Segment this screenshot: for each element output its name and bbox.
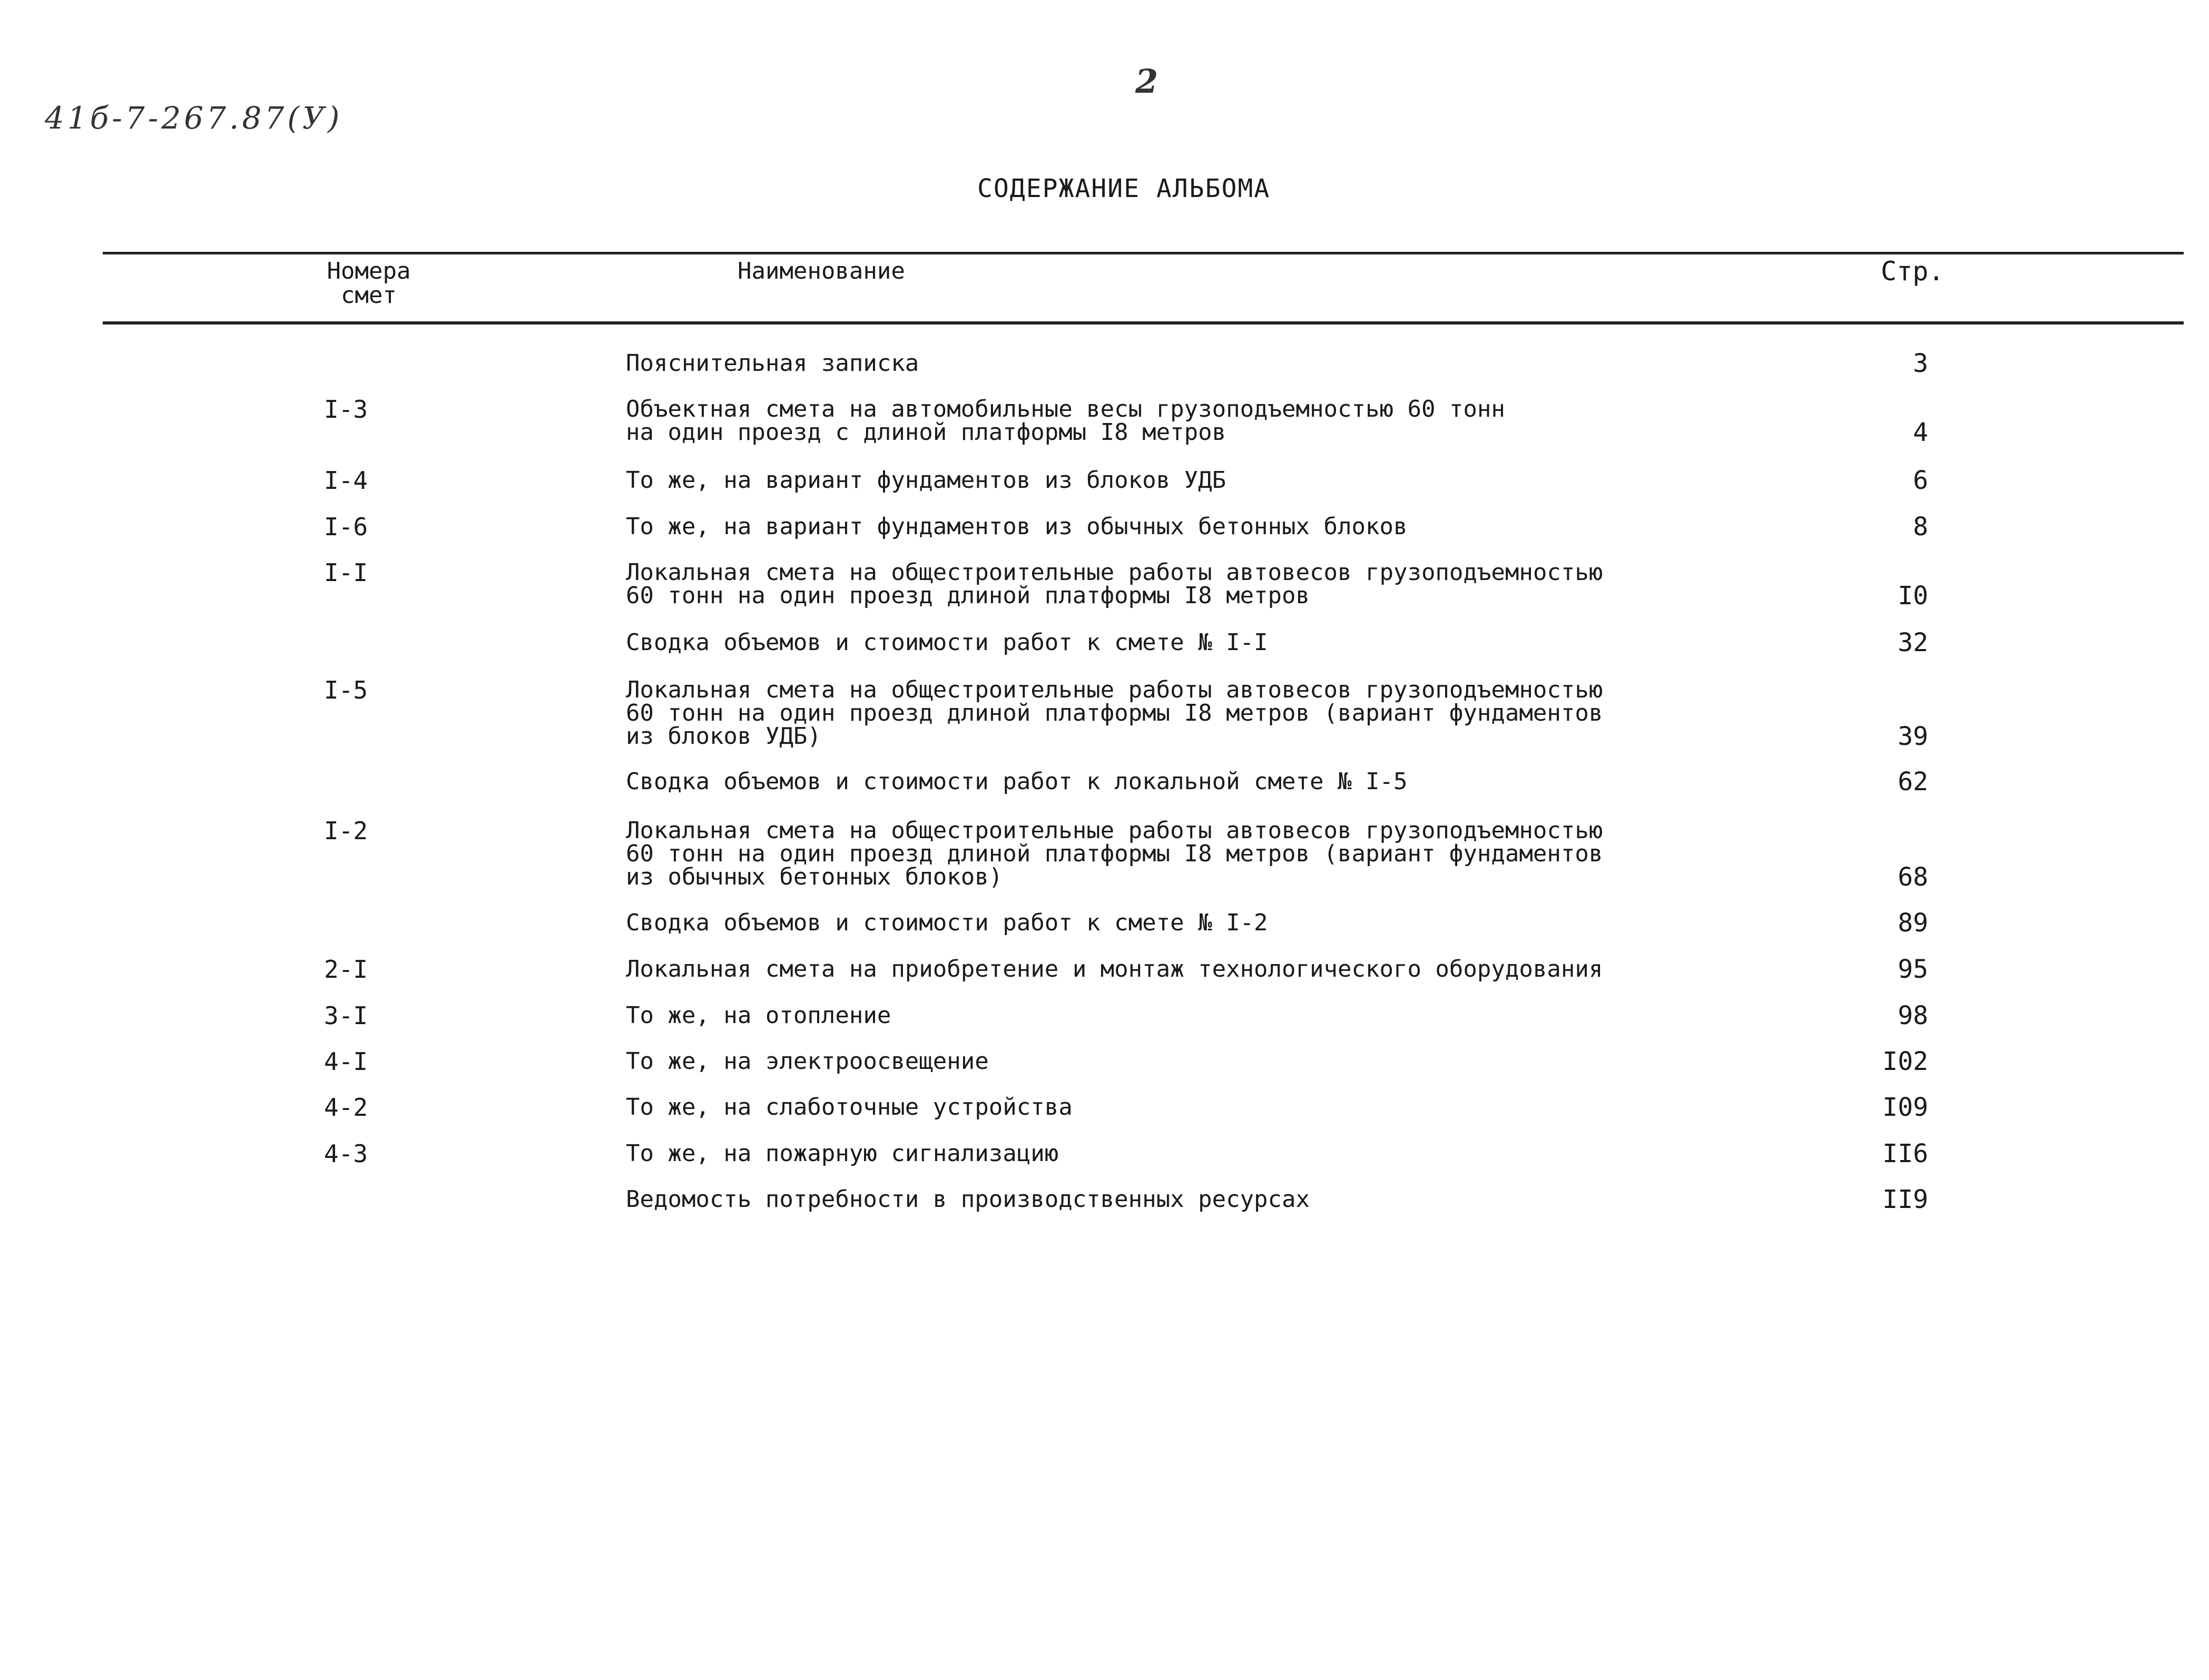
entry-title-line: Пояснительная записка <box>626 350 919 377</box>
column-header-numbers-line1: Номера <box>327 258 411 284</box>
entry-title <box>626 352 1680 375</box>
entry-title <box>626 770 1680 793</box>
entry-title-line: Сводка объемов и стоимости работ к смете № I-2 <box>626 909 1268 936</box>
column-header-page: Стр. <box>1881 256 1945 287</box>
entry-title-line: Ведомость потребности в производственных ресурсах <box>626 1186 1310 1213</box>
estimate-number: 4-3 <box>324 1139 368 1168</box>
entry-title-line: То же, на электроосвещение <box>626 1048 989 1075</box>
page-ref: 3 <box>1913 349 1928 378</box>
page-ref: 98 <box>1898 1001 1928 1030</box>
entry-title <box>626 469 1680 492</box>
estimate-number: I-6 <box>324 513 368 541</box>
page-ref: I02 <box>1882 1047 1928 1076</box>
page-ref: 95 <box>1898 955 1928 984</box>
entry-title <box>626 631 1680 654</box>
page-ref: 32 <box>1898 628 1928 657</box>
estimate-number: I-2 <box>324 817 368 845</box>
entry-title-line: на один проезд с длиной платформы I8 метров <box>626 419 1226 446</box>
estimate-number: 4-2 <box>324 1093 368 1122</box>
entry-title <box>626 515 1680 538</box>
page-ref: II6 <box>1882 1139 1928 1168</box>
column-header-name: Наименование <box>738 258 905 284</box>
entry-title <box>626 1142 1680 1165</box>
estimate-number: 4-I <box>324 1047 368 1076</box>
page-ref: 89 <box>1898 908 1928 938</box>
page-number: 2 <box>1135 62 1159 101</box>
entry-title <box>626 911 1680 935</box>
entry-title-line: То же, на вариант фундаментов из обычных бетонных блоков <box>626 513 1408 540</box>
estimate-number: I-4 <box>324 466 368 495</box>
album-code: 41б-7-267.87(У) <box>45 100 343 136</box>
page-ref: 6 <box>1913 466 1928 495</box>
entry-title-line: То же, на пожарную сигнализацию <box>626 1140 1059 1167</box>
entry-title <box>626 1188 1680 1211</box>
page-ref: I0 <box>1898 581 1928 611</box>
entry-title-line: Локальная смета на приобретение и монтаж технологического оборудования <box>626 956 1603 983</box>
page-ref: 62 <box>1898 767 1928 797</box>
column-header-numbers-line2: смет <box>341 282 397 309</box>
entry-title-line: из обычных бетонных блоков) <box>626 863 1003 890</box>
album-title: СОДЕРЖАНИЕ АЛЬБОМА <box>977 174 1271 203</box>
entry-title-line: Локальная смета на общестроительные работы автовесов грузоподъемностью <box>626 817 1603 844</box>
page-ref: 39 <box>1898 722 1928 751</box>
entry-title-line: Сводка объемов и стоимости работ к локальной смете № I-5 <box>626 768 1408 795</box>
entry-title-line: То же, на вариант фундаментов из блоков УДБ <box>626 467 1226 494</box>
page-ref: 8 <box>1913 512 1928 542</box>
entry-title <box>626 1096 1680 1119</box>
entry-title <box>626 398 1680 444</box>
entry-title <box>626 819 1680 889</box>
entry-title <box>626 958 1680 981</box>
entry-title-line: Локальная смета на общестроительные работы автовесов грузоподъемностью <box>626 559 1603 586</box>
entry-title-line: 60 тонн на один проезд длиной платформы I8 метров (вариант фундаментов <box>626 700 1603 726</box>
entry-title-line: То же, на слаботочные устройства <box>626 1094 1073 1121</box>
entry-title <box>626 1050 1680 1073</box>
entry-title-line: Объектная смета на автомобильные весы грузоподъемностью 60 тонн <box>626 396 1505 423</box>
entry-title-line: Локальная смета на общестроительные работы автовесов грузоподъемностью <box>626 676 1603 703</box>
page-ref: 4 <box>1913 418 1928 447</box>
entry-title-line: из блоков УДБ) <box>626 723 821 750</box>
page-ref: I09 <box>1882 1093 1928 1122</box>
page-ref: 68 <box>1898 862 1928 892</box>
estimate-number: 3-I <box>324 1001 368 1030</box>
estimate-number: I-3 <box>324 395 368 424</box>
estimate-number: I-I <box>324 558 368 587</box>
entry-title-line: Сводка объемов и стоимости работ к смете № I-I <box>626 629 1268 656</box>
entry-title-line: То же, на отопление <box>626 1002 891 1029</box>
entry-title <box>626 676 1680 750</box>
entry-title <box>626 561 1680 607</box>
entry-title-line: 60 тонн на один проезд длиной платформы I8 метров (вариант фундаментов <box>626 840 1603 867</box>
estimate-number: 2-I <box>324 955 368 984</box>
entry-title <box>626 1004 1680 1027</box>
page-ref: II9 <box>1882 1185 1928 1214</box>
entry-title-line: 60 тонн на один проезд длиной платформы I8 метров <box>626 582 1310 609</box>
estimate-number: I-5 <box>324 676 368 704</box>
